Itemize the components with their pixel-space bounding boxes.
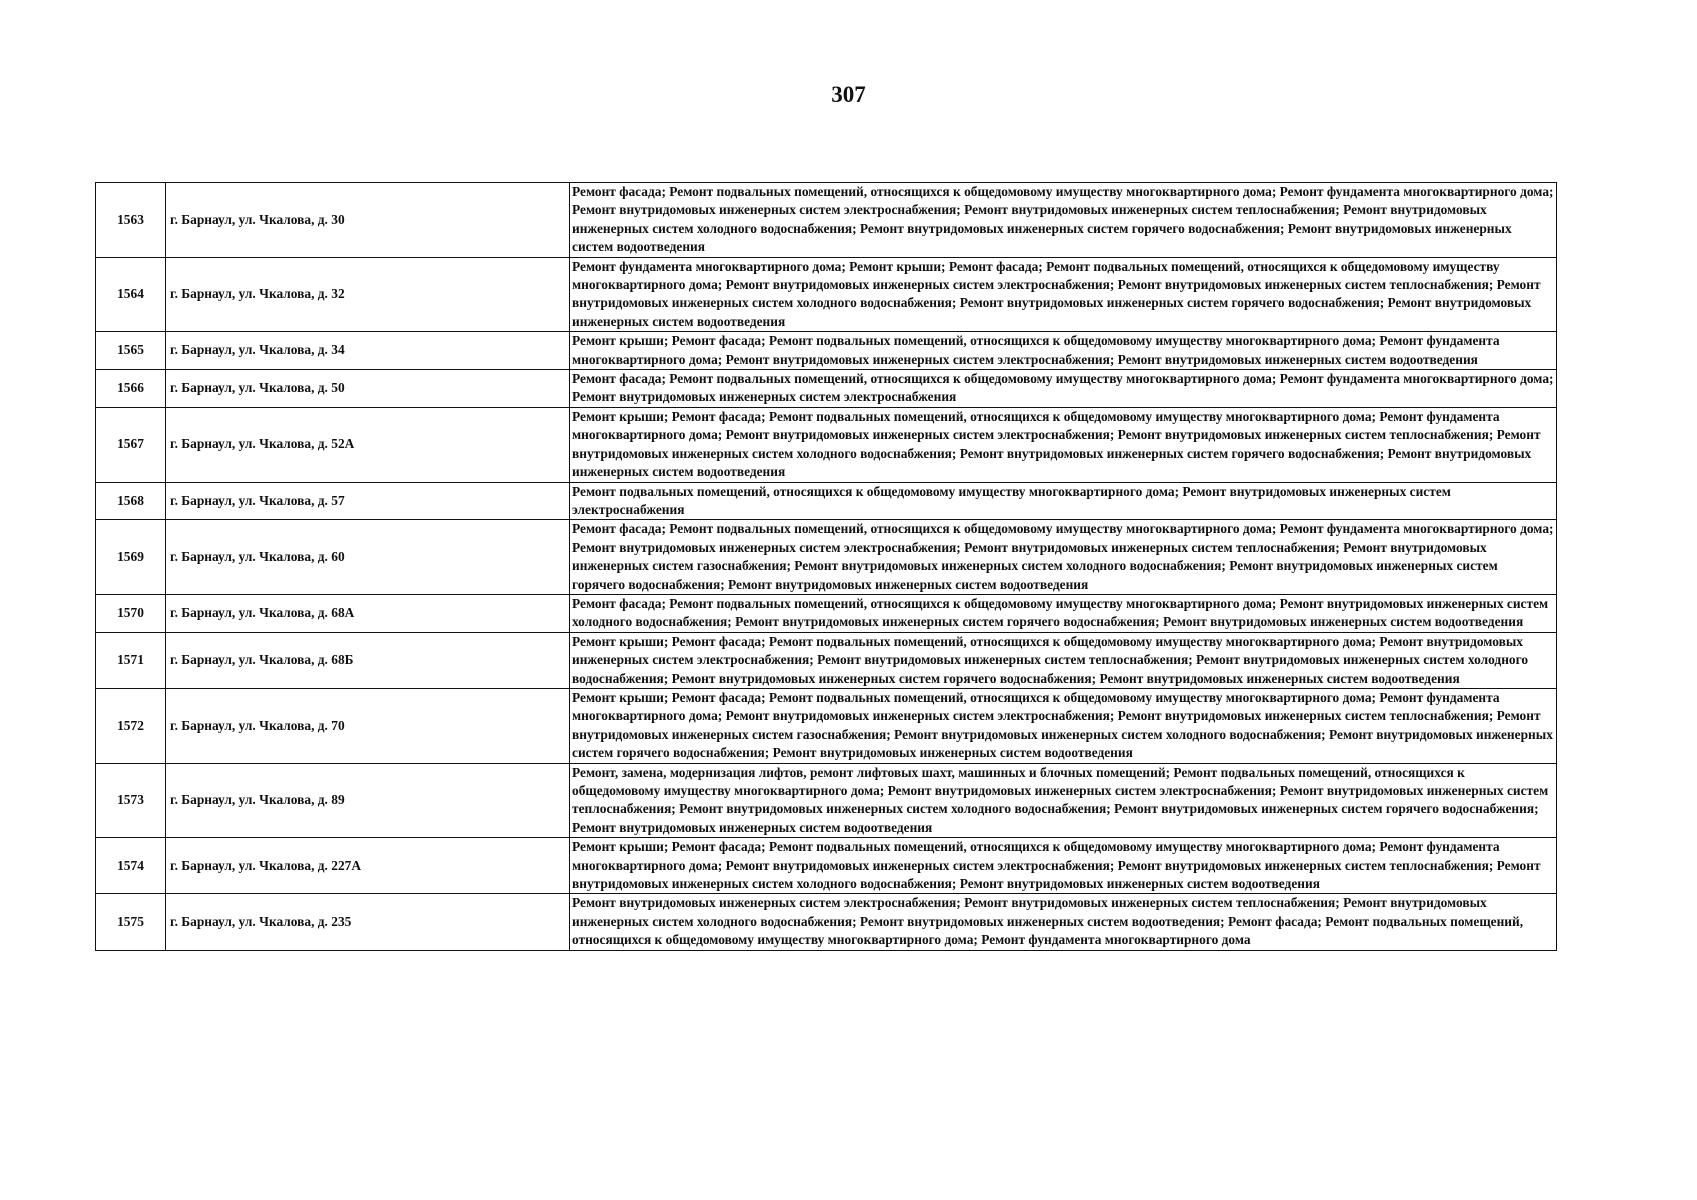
row-works: Ремонт крыши; Ремонт фасада; Ремонт подвальных помещений, относящихся к общедомовому имуществу многоквартирного дома; Ремонт фундамента многоквартирного дома; Ремонт внутридомовых инженерных систем электроснабжения; Ремонт внутридомовых инженерных систем теплоснабжения; Ремонт внутридомовых инженерных систем газоснабжения; Ремонт внутридомовых инженерных систем холодного водоснабжения; Ремонт внутридомовых инженерных систем горячего водоснабжения; Ремонт внутридомовых инженерных систем водоотведения bbox=[570, 688, 1557, 763]
row-number: 1574 bbox=[96, 838, 166, 894]
row-works: Ремонт крыши; Ремонт фасада; Ремонт подвальных помещений, относящихся к общедомовому имуществу многоквартирного дома; Ремонт фундамента многоквартирного дома; Ремонт внутридомовых инженерных систем электроснабжения; Ремонт внутридомовых инженерных систем теплоснабжения; Ремонт внутридомовых инженерных систем холодного водоснабжения; Ремонт внутридомовых инженерных систем водоотведения bbox=[570, 838, 1557, 894]
table-row bbox=[96, 688, 1557, 763]
row-address: г. Барнаул, ул. Чкалова, д. 34 bbox=[166, 332, 570, 370]
table-row bbox=[96, 407, 1557, 482]
row-works: Ремонт подвальных помещений, относящихся к общедомовому имуществу многоквартирного дома; Ремонт внутридомовых инженерных систем электроснабжения bbox=[570, 482, 1557, 520]
row-address: г. Барнаул, ул. Чкалова, д. 32 bbox=[166, 257, 570, 332]
table-row bbox=[96, 632, 1557, 688]
row-works: Ремонт фасада; Ремонт подвальных помещений, относящихся к общедомовому имуществу многоквартирного дома; Ремонт фундамента многоквартирного дома; Ремонт внутридомовых инженерных систем электроснабжения; Ремонт внутридомовых инженерных систем теплоснабжения; Ремонт внутридомовых инженерных систем холодного водоснабжения; Ремонт внутридомовых инженерных систем горячего водоснабжения; Ремонт внутридомовых инженерных систем водоотведения bbox=[570, 183, 1557, 258]
table-row bbox=[96, 482, 1557, 520]
row-number: 1567 bbox=[96, 407, 166, 482]
row-address: г. Барнаул, ул. Чкалова, д. 68Б bbox=[166, 632, 570, 688]
table-row bbox=[96, 257, 1557, 332]
row-works: Ремонт фасада; Ремонт подвальных помещений, относящихся к общедомовому имуществу многоквартирного дома; Ремонт фундамента многоквартирного дома; Ремонт внутридомовых инженерных систем электроснабжения bbox=[570, 370, 1557, 408]
row-address: г. Барнаул, ул. Чкалова, д. 57 bbox=[166, 482, 570, 520]
table-row bbox=[96, 332, 1557, 370]
row-works: Ремонт, замена, модернизация лифтов, ремонт лифтовых шахт, машинных и блочных помещений; Ремонт подвальных помещений, относящихся к общедомовому имуществу многоквартирного дома; Ремонт внутридомовых инженерных систем электроснабжения; Ремонт внутридомовых инженерных систем теплоснабжения; Ремонт внутридомовых инженерных систем холодного водоснабжения; Ремонт внутридомовых инженерных систем горячего водоснабжения; Ремонт внутридомовых инженерных систем водоотведения bbox=[570, 763, 1557, 838]
row-address: г. Барнаул, ул. Чкалова, д. 68А bbox=[166, 594, 570, 632]
row-number: 1570 bbox=[96, 594, 166, 632]
row-number: 1572 bbox=[96, 688, 166, 763]
table-row bbox=[96, 894, 1557, 950]
repair-works-table bbox=[95, 182, 1557, 951]
table-row bbox=[96, 370, 1557, 408]
row-address: г. Барнаул, ул. Чкалова, д. 50 bbox=[166, 370, 570, 408]
row-works: Ремонт крыши; Ремонт фасада; Ремонт подвальных помещений, относящихся к общедомовому имуществу многоквартирного дома; Ремонт фундамента многоквартирного дома; Ремонт внутридомовых инженерных систем электроснабжения; Ремонт внутридомовых инженерных систем водоотведения bbox=[570, 332, 1557, 370]
row-works: Ремонт крыши; Ремонт фасада; Ремонт подвальных помещений, относящихся к общедомовому имуществу многоквартирного дома; Ремонт фундамента многоквартирного дома; Ремонт внутридомовых инженерных систем электроснабжения; Ремонт внутридомовых инженерных систем теплоснабжения; Ремонт внутридомовых инженерных систем холодного водоснабжения; Ремонт внутридомовых инженерных систем горячего водоснабжения; Ремонт внутридомовых инженерных систем водоотведения bbox=[570, 407, 1557, 482]
row-works: Ремонт внутридомовых инженерных систем электроснабжения; Ремонт внутридомовых инженерных систем теплоснабжения; Ремонт внутридомовых инженерных систем холодного водоснабжения; Ремонт внутридомовых инженерных систем водоотведения; Ремонт фасада; Ремонт подвальных помещений, относящихся к общедомовому имуществу многоквартирного дома; Ремонт фундамента многоквартирного дома bbox=[570, 894, 1557, 950]
row-works: Ремонт крыши; Ремонт фасада; Ремонт подвальных помещений, относящихся к общедомовому имуществу многоквартирного дома; Ремонт внутридомовых инженерных систем электроснабжения; Ремонт внутридомовых инженерных систем теплоснабжения; Ремонт внутридомовых инженерных систем холодного водоснабжения; Ремонт внутридомовых инженерных систем горячего водоснабжения; Ремонт внутридомовых инженерных систем водоотведения bbox=[570, 632, 1557, 688]
row-works: Ремонт фасада; Ремонт подвальных помещений, относящихся к общедомовому имуществу многоквартирного дома; Ремонт внутридомовых инженерных систем холодного водоснабжения; Ремонт внутридомовых инженерных систем горячего водоснабжения; Ремонт внутридомовых инженерных систем водоотведения bbox=[570, 594, 1557, 632]
table-row bbox=[96, 594, 1557, 632]
row-works: Ремонт фундамента многоквартирного дома; Ремонт крыши; Ремонт фасада; Ремонт подвальных помещений, относящихся к общедомовому имуществу многоквартирного дома; Ремонт внутридомовых инженерных систем электроснабжения; Ремонт внутридомовых инженерных систем теплоснабжения; Ремонт внутридомовых инженерных систем холодного водоснабжения; Ремонт внутридомовых инженерных систем горячего водоснабжения; Ремонт внутридомовых инженерных систем водоотведения bbox=[570, 257, 1557, 332]
row-address: г. Барнаул, ул. Чкалова, д. 60 bbox=[166, 520, 570, 595]
page-number: 307 bbox=[831, 82, 866, 107]
row-address: г. Барнаул, ул. Чкалова, д. 89 bbox=[166, 763, 570, 838]
row-address: г. Барнаул, ул. Чкалова, д. 235 bbox=[166, 894, 570, 950]
table-row bbox=[96, 520, 1557, 595]
row-number: 1568 bbox=[96, 482, 166, 520]
table-row bbox=[96, 838, 1557, 894]
row-number: 1575 bbox=[96, 894, 166, 950]
table-row bbox=[96, 763, 1557, 838]
row-address: г. Барнаул, ул. Чкалова, д. 52А bbox=[166, 407, 570, 482]
row-number: 1563 bbox=[96, 183, 166, 258]
table-row bbox=[96, 183, 1557, 258]
row-number: 1565 bbox=[96, 332, 166, 370]
row-number: 1564 bbox=[96, 257, 166, 332]
row-number: 1569 bbox=[96, 520, 166, 595]
row-address: г. Барнаул, ул. Чкалова, д. 227А bbox=[166, 838, 570, 894]
row-works: Ремонт фасада; Ремонт подвальных помещений, относящихся к общедомовому имуществу многоквартирного дома; Ремонт фундамента многоквартирного дома; Ремонт внутридомовых инженерных систем электроснабжения; Ремонт внутридомовых инженерных систем теплоснабжения; Ремонт внутридомовых инженерных систем газоснабжения; Ремонт внутридомовых инженерных систем холодного водоснабжения; Ремонт внутридомовых инженерных систем горячего водоснабжения; Ремонт внутридомовых инженерных систем водоотведения bbox=[570, 520, 1557, 595]
row-address: г. Барнаул, ул. Чкалова, д. 70 bbox=[166, 688, 570, 763]
row-number: 1571 bbox=[96, 632, 166, 688]
row-address: г. Барнаул, ул. Чкалова, д. 30 bbox=[166, 183, 570, 258]
row-number: 1566 bbox=[96, 370, 166, 408]
row-number: 1573 bbox=[96, 763, 166, 838]
